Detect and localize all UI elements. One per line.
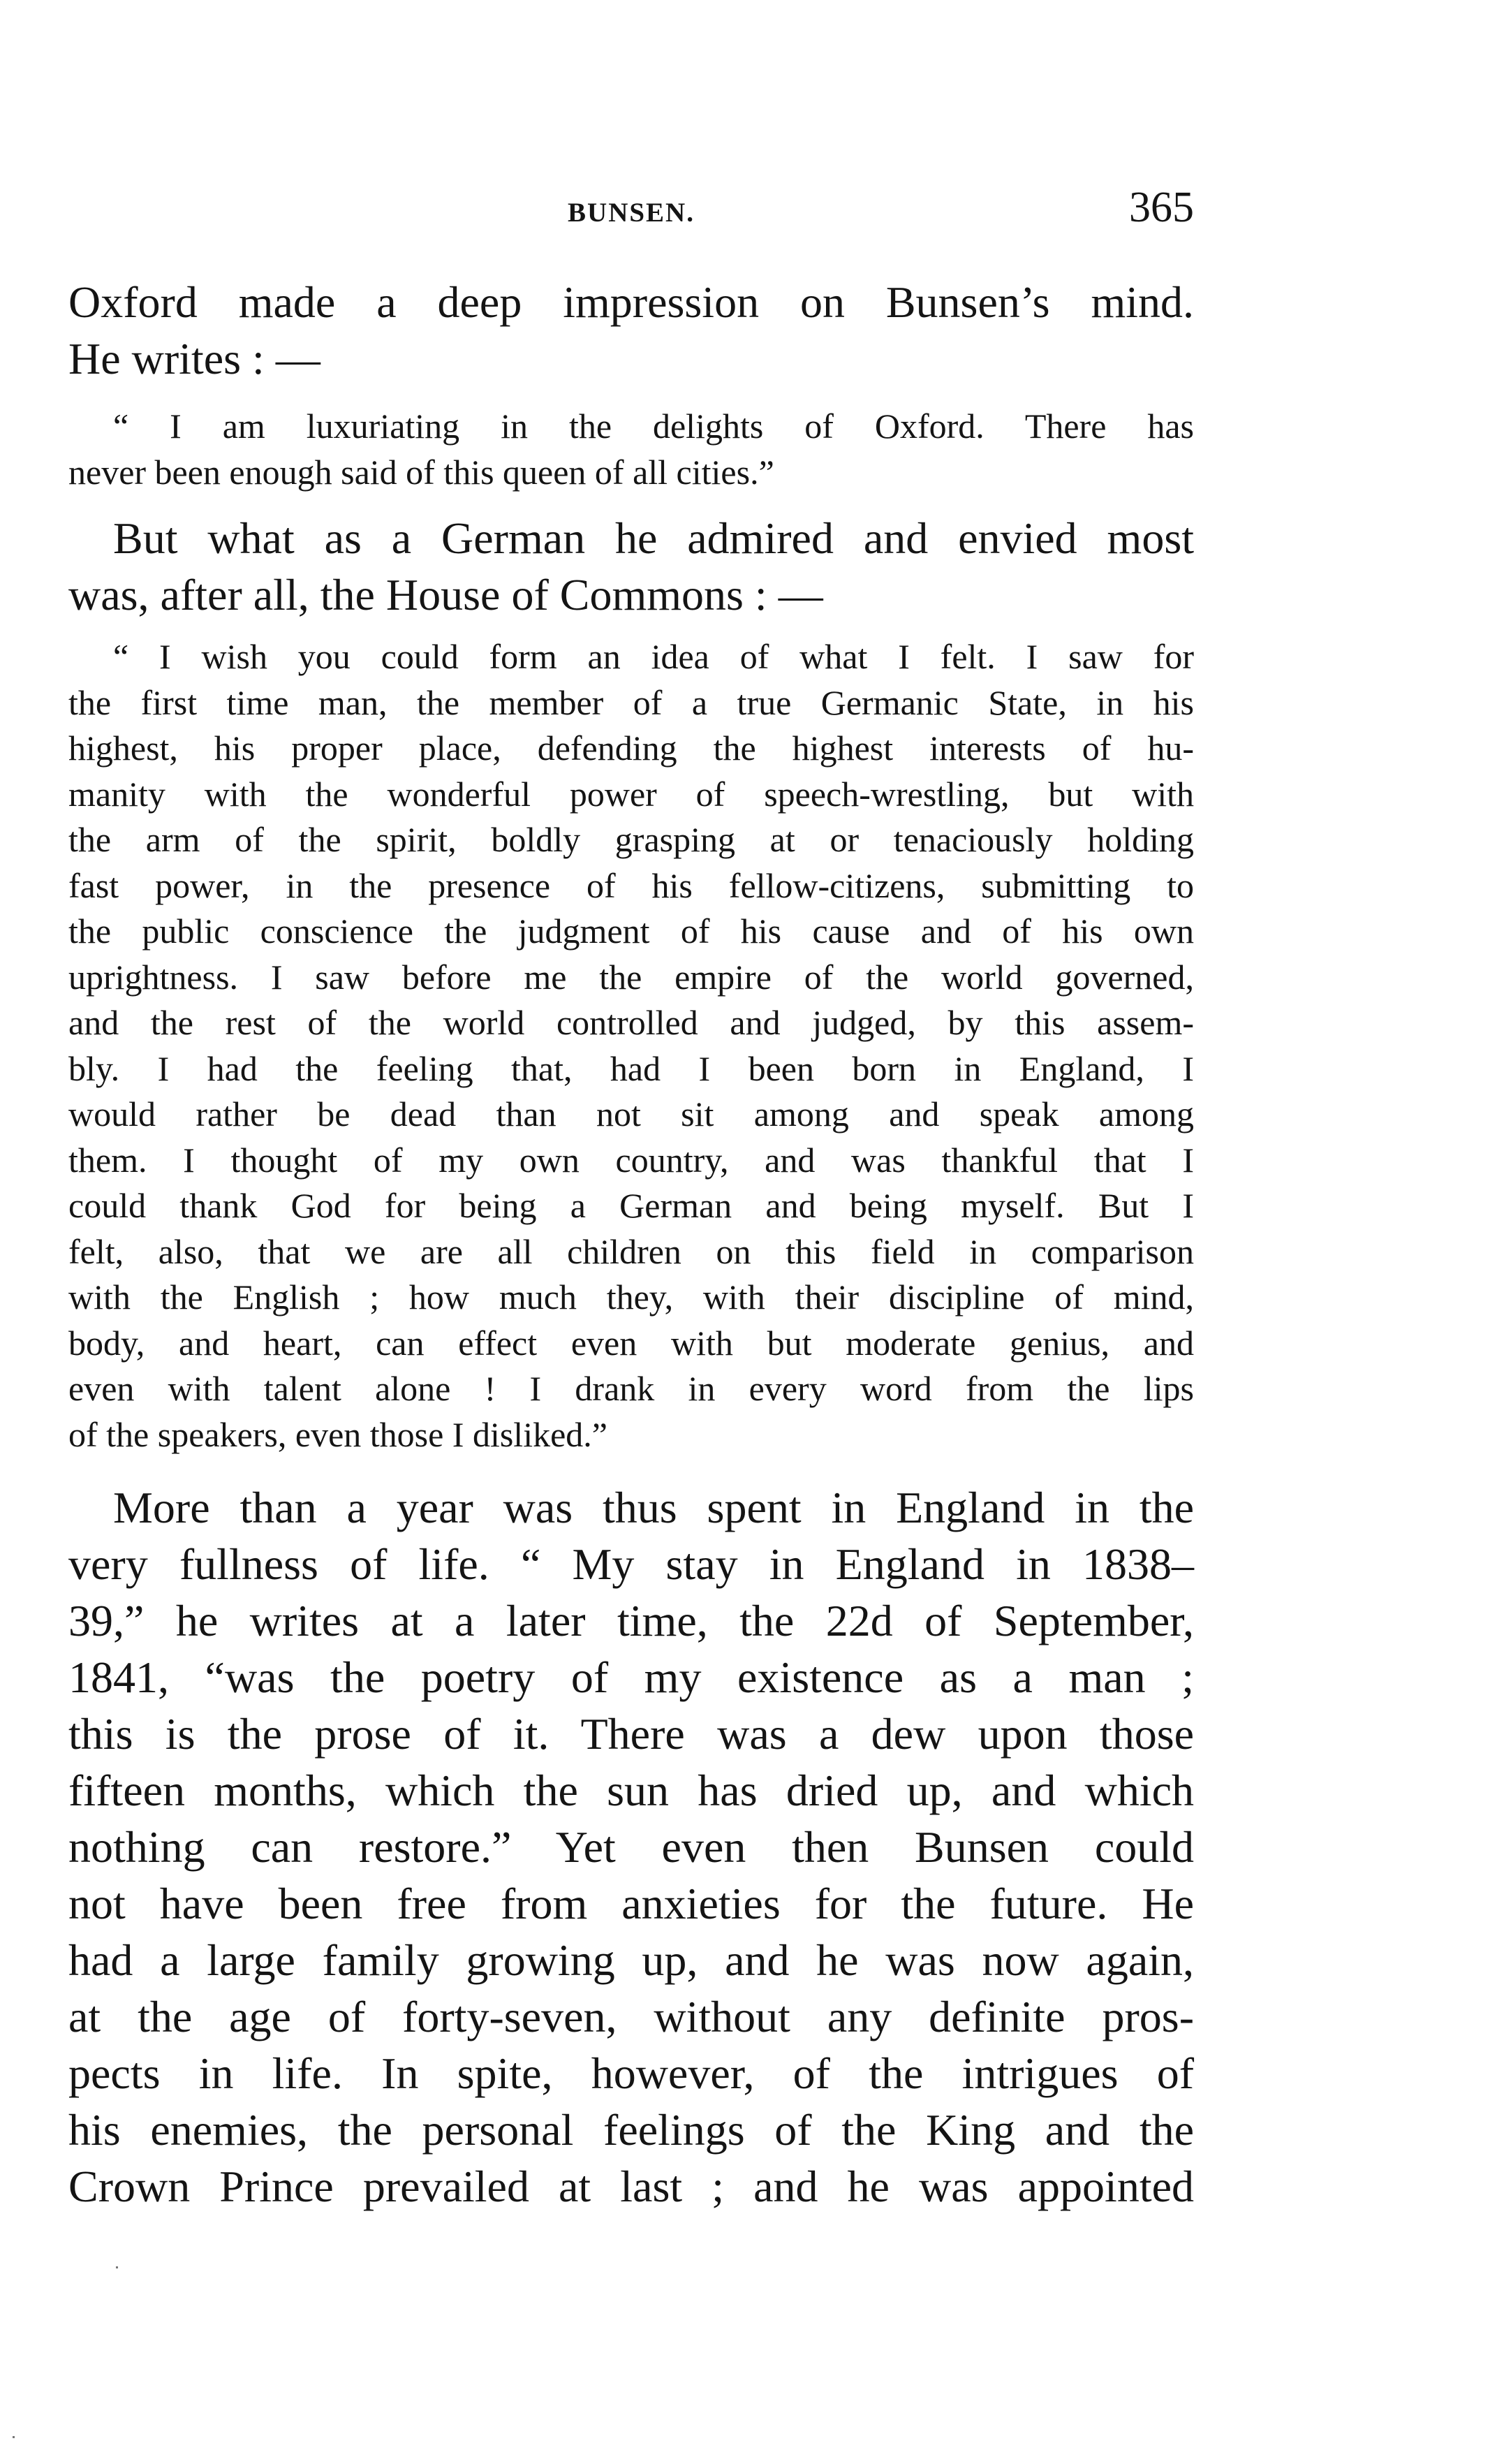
text-line: had a large family growing up, and he was now again,	[68, 1935, 1194, 1985]
text-line: But what as a German he admired and envied most	[113, 513, 1194, 563]
text-line: his enemies, the personal feelings of the King and the	[68, 2105, 1194, 2155]
text-line: fifteen months, which the sun has dried up, and which	[68, 1766, 1194, 1815]
scan-speck	[116, 2266, 118, 2268]
text-line: bly. I had the feeling that, had I been born in England, I	[68, 1048, 1194, 1088]
page-header	[68, 183, 1194, 239]
text-line: nothing can restore.” Yet even then Bunsen could	[68, 1822, 1194, 1872]
text-line: the arm of the spirit, boldly grasping at or tenaciously holding	[68, 820, 1194, 859]
text-line: He writes : —	[68, 334, 320, 383]
text-line: was, after all, the House of Commons : —	[68, 570, 823, 619]
page-number: 365	[1129, 184, 1194, 231]
text-line: “ I wish you could form an idea of what I felt. I saw for	[113, 637, 1194, 676]
text-line: 1841, “was the poetry of my existence as a man ;	[68, 1652, 1194, 1702]
text-line: at the age of forty-seven, without any definite pros-	[68, 1992, 1194, 2041]
text-line: with the English ; how much they, with their discipline of mind,	[68, 1277, 1194, 1317]
text-line: would rather be dead than not sit among and speak among	[68, 1094, 1194, 1134]
text-line: and the rest of the world controlled and judged, by this assem-	[68, 1003, 1194, 1042]
text-line: “ I am luxuriating in the delights of Oxford. There has	[113, 406, 1194, 446]
text-line: uprightness. I saw before me the empire of the world governed,	[68, 957, 1194, 997]
text-line: More than a year was thus spent in England in the	[113, 1483, 1194, 1532]
quotation-house-of-commons	[68, 634, 1194, 1458]
text-line: not have been free from anxieties for the future. He	[68, 1879, 1194, 1928]
text-line: of the speakers, even those I disliked.”	[68, 1414, 607, 1454]
text-line: this is the prose of it. There was a dew upon those	[68, 1709, 1194, 1759]
quotation-oxford	[68, 404, 1194, 495]
text-line: never been enough said of this queen of all cities.”	[68, 452, 774, 492]
text-line: highest, his proper place, defending the highest interests of hu-	[68, 728, 1194, 768]
text-line: manity with the wonderful power of speech-wrestling, but with	[68, 774, 1194, 814]
text-line: the first time man, the member of a true Germanic State, in his	[68, 682, 1194, 722]
text-line: very fullness of life. “ My stay in England in 1838–	[68, 1539, 1194, 1589]
text-line: could thank God for being a German and being myself. But I	[68, 1186, 1194, 1225]
text-line: even with talent alone ! I drank in every word from the lips	[68, 1369, 1194, 1408]
text-line: the public conscience the judgment of his cause and of his own	[68, 911, 1194, 951]
scan-speck	[13, 2436, 15, 2438]
text-line: Crown Prince prevailed at last ; and he was appointed	[68, 2162, 1194, 2211]
paragraph-3	[68, 1479, 1194, 2215]
text-line: body, and heart, can effect even with but moderate genius, and	[68, 1323, 1194, 1363]
running-head: BUNSEN.	[568, 198, 695, 228]
text-line: Oxford made a deep impression on Bunsen’s mind.	[68, 277, 1194, 327]
text-line: 39,” he writes at a later time, the 22d of September,	[68, 1596, 1194, 1645]
paragraph-2	[68, 510, 1194, 623]
paragraph-1	[68, 274, 1194, 387]
text-line: pects in life. In spite, however, of the intrigues of	[68, 2048, 1194, 2098]
text-line: them. I thought of my own country, and was thankful that I	[68, 1140, 1194, 1180]
text-line: fast power, in the presence of his fellow-citizens, submitting to	[68, 865, 1194, 905]
text-line: felt, also, that we are all children on this field in comparison	[68, 1231, 1194, 1271]
